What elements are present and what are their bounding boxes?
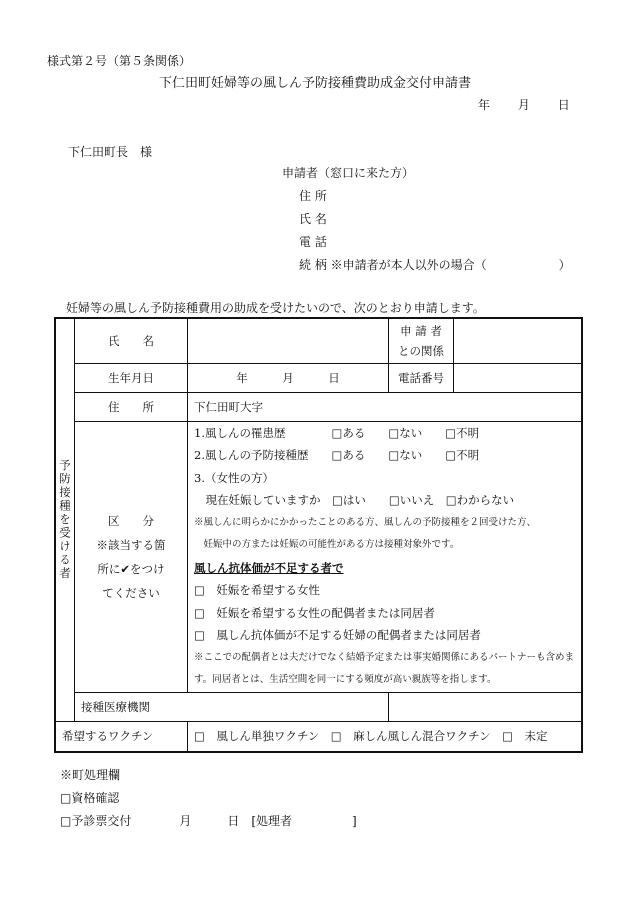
rubella-history[interactable]: 1.風しんの罹患歴 □ある □ない □不明 [194,425,480,440]
antibody-option-2[interactable]: □ 妊娠を希望する女性の配偶者または同居者 [194,605,435,620]
exclusion-note: ※風しんに明らかにかかったことのある方、風しんの予防接種を２回受けた方、 [194,516,537,528]
clinic-field[interactable] [389,692,583,721]
phone-label: 電話番号 [389,363,454,392]
eligibility-check[interactable]: □資格確認 [60,791,120,805]
clinic-label: 接種医療機関 [75,692,389,721]
category-label: 区 分 ※該当する箇 所に✔をつけ てください [75,421,188,692]
spouse-note: ※ここでの配偶者とは夫だけでなく結婚予定または事実婚関係にあるパートナーも含めま [194,651,575,663]
birth-field[interactable]: 年 月 日 [188,363,389,392]
applicant-heading: 申請者（窓口に来た方） [282,166,415,180]
name-field[interactable] [188,318,389,363]
antibody-heading: 風しん抗体価が不足する者で [194,560,344,575]
exclusion-note-2: 妊娠中の方または妊娠の可能性がある方は接種対象外です。 [194,539,460,550]
address-field[interactable]: 下仁田町大字 [188,392,583,421]
applicant-address-label: 住 所 [299,189,327,203]
category-section [188,421,583,692]
date-year: 年 [478,98,491,112]
side-label: 予防接種を受ける者 [55,318,75,721]
date-fields [478,96,570,113]
vaccine-label: 希望するワクチン [55,721,188,752]
application-table [54,317,583,753]
phone-field[interactable] [454,363,583,392]
date-day: 日 [557,98,570,112]
form-title: 下仁田町妊婦等の風しん予防接種費助成金交付申請書 [158,76,471,91]
birth-label: 生年月日 [75,363,188,392]
office-use-label: ※町処理欄 [60,768,121,782]
vaccine-options[interactable]: □ 風しん単独ワクチン □ 麻しん風しん混合ワクチン □ 未定 [188,721,583,752]
spouse-note-2: す。同居者とは、生活空間を同一にする頻度が高い親族等を指します。 [194,674,497,685]
addressee: 下仁田町長 様 [68,145,153,159]
applicant-phone-label: 電 話 [299,235,327,249]
antibody-option-3[interactable]: □ 風しん抗体価が不足する妊婦の配偶者または同居者 [194,628,481,642]
address-label: 住 所 [75,392,188,421]
name-label: 氏 名 [75,318,188,363]
applicant-name-label: 氏 名 [299,212,327,226]
applicant-relation-label: 続 柄 ※申請者が本人以外の場合（ ） [299,258,571,272]
relation-label: 申 請 者 との関係 [389,318,454,363]
ticket-issue[interactable]: □予診票交付 月 日 [処理者 ] [60,814,357,828]
antibody-option-1[interactable]: □ 妊娠を希望する女性 [194,583,320,597]
form-number: 様式第２号（第５条関係） [47,54,192,68]
vaccination-history[interactable]: 2.風しんの予防接種歴 □ある □ない □不明 [194,448,480,462]
intro-text: 妊婦等の風しん予防接種費用の助成を受けたいので、次のとおり申請します。 [66,301,485,315]
relation-field[interactable] [454,318,583,363]
date-month: 月 [517,98,530,112]
female-section: 3.（女性の方） [194,470,274,485]
pregnancy-question[interactable]: 現在妊娠していますか □はい □いいえ □わからない [194,493,515,507]
